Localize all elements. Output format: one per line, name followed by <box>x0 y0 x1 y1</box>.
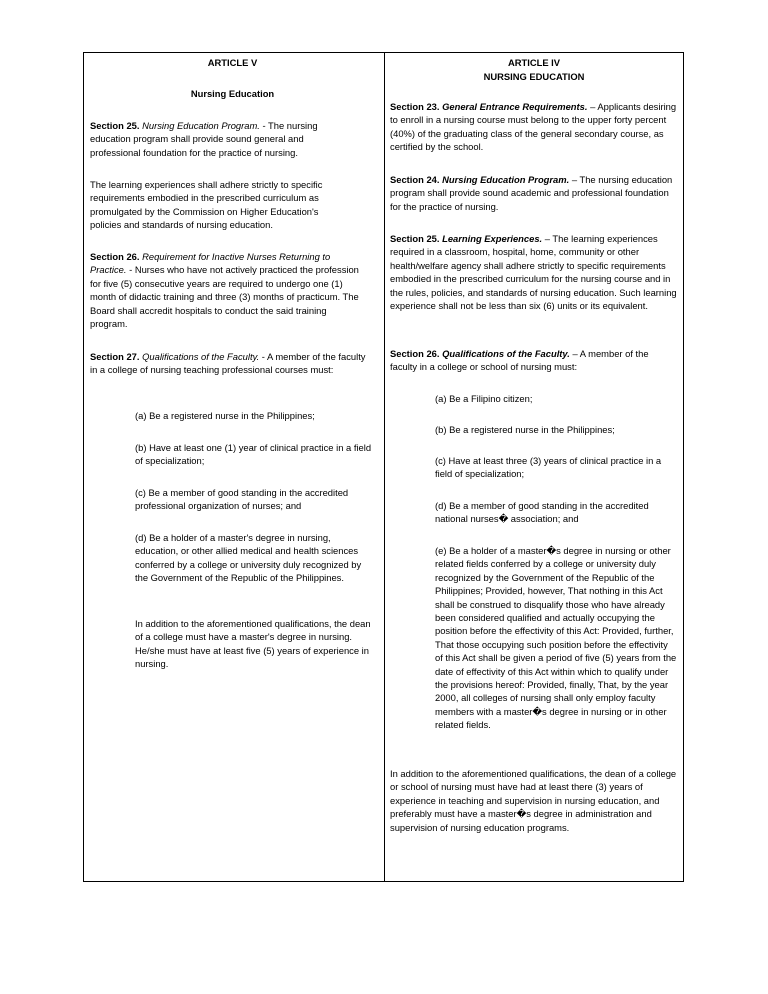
right-section-24 <box>390 173 678 213</box>
right-item-c: (c) Have at least three (3) years of clinical practice in a field of specialization; <box>435 455 662 480</box>
right-item-e: (e) Be a holder of a master�s degree in nursing or other related fields conferred by a college or university duly recognized by the Government of the Republic of the Philippines; Provided, however, That nothing in this Act shall be construed to disqualify those who have already been considered qualified and actually occupying the position before the effectivity of this Act: Provided, further, That those occupying such position before the effectivity of this Act shall be given a period of five (5) years from the date of effectivity of this Act within which to qualify under the provisions hereof: Provided, finally, That, by the year 2000, all colleges of nursing shall only employ faculty members with a master�s degree in nursing or in other related fields. <box>435 545 677 731</box>
right-section-23 <box>390 100 678 154</box>
section-number: Section 26. <box>90 251 140 262</box>
right-section-26 <box>390 347 678 374</box>
right-item-a: (a) Be a Filipino citizen; <box>435 393 533 404</box>
section-text: - Nurses who have not actively practiced the profession for five (5) consecutive years are required to undergo one (1) month of didactic training and three (3) months of practicum. The Board shall accredit hospitals to conduct the said training program. <box>90 264 359 330</box>
section-text: – The learning experiences required in a classroom, hospital, home, community or other health/welfare agency shall adhere strictly to specific requirements embodied in the prescribed curriculum for the nursing course and in the rules, policies, and standards of nursing education. Such learning experience shall not be less than six (6) units or its equivalent. <box>390 233 677 312</box>
left-section-27 <box>90 350 368 377</box>
section-title: Nursing Education Program. <box>142 120 260 131</box>
section-text: - A member of the faculty in a college of nursing teaching professional courses must: <box>90 351 366 376</box>
left-learning-paragraph: The learning experiences shall adhere strictly to specific requirements embodied in the prescribed curriculum as promulgated by the Commission on Higher Education's policies and standards of nursing education. <box>90 179 323 231</box>
section-text: – The nursing education program shall provide sound academic and professional foundation for the practice of nursing. <box>390 174 673 212</box>
left-item-c: (c) Be a member of good standing in the accredited professional organization of nurses; and <box>135 487 349 512</box>
section-text: – Applicants desiring to enroll in a nursing course must belong to the upper forty percent (40%) of the graduating class of the general secondary course, as certified by the school. <box>390 101 677 153</box>
section-number: Section 25. <box>390 233 440 244</box>
section-title: Nursing Education Program. <box>442 174 570 185</box>
section-title: General Entrance Requirements. <box>442 101 588 112</box>
left-section-25 <box>90 119 352 159</box>
section-number: Section 23. <box>390 101 440 112</box>
section-text: - The nursing education program shall provide sound general and professional foundation for the practice of nursing. <box>90 120 318 158</box>
right-section-25 <box>390 232 678 312</box>
section-title: Qualifications of the Faculty. <box>142 351 260 362</box>
right-closing: In addition to the aforementioned qualifications, the dean of a college or school of nursing must have had at least there (3) years of experience in teaching and supervision in nursing education, and preferably must have a master�s degree in administration and supervision of nursing education programs. <box>390 768 677 833</box>
left-article-title: ARTICLE V <box>207 57 258 68</box>
left-item-a: (a) Be a registered nurse in the Philippines; <box>135 410 315 421</box>
right-article-title: ARTICLE IV <box>507 57 561 68</box>
right-item-b: (b) Be a registered nurse in the Philippines; <box>435 424 615 435</box>
section-title: Requirement for Inactive Nurses Returning to Practice. <box>90 251 331 276</box>
left-section-26 <box>90 250 365 330</box>
section-title: Qualifications of the Faculty. <box>442 348 570 359</box>
section-number: Section 25. <box>90 120 140 131</box>
column-divider <box>384 53 385 881</box>
left-item-b: (b) Have at least one (1) year of clinical practice in a field of specialization; <box>135 442 372 467</box>
left-article-subtitle: Nursing Education <box>190 88 275 99</box>
section-number: Section 24. <box>390 174 440 185</box>
right-article-subtitle: NURSING EDUCATION <box>483 71 585 82</box>
right-item-d: (d) Be a member of good standing in the accredited national nurses� association; and <box>435 500 649 525</box>
left-item-d: (d) Be a holder of a master's degree in nursing, education, or other allied medical and health sciences conferred by a college or university duly recognized by the Government of the Republic of the Philippines. <box>135 532 362 584</box>
section-title: Learning Experiences. <box>442 233 543 244</box>
comparison-table <box>83 52 684 882</box>
left-closing: In addition to the aforementioned qualifications, the dean of a college must have a master's degree in nursing. He/she must have at least five (5) years of experience in nursing. <box>135 618 371 670</box>
section-text: – A member of the faculty in a college or school of nursing must: <box>390 348 649 373</box>
section-number: Section 27. <box>90 351 140 362</box>
section-number: Section 26. <box>390 348 440 359</box>
